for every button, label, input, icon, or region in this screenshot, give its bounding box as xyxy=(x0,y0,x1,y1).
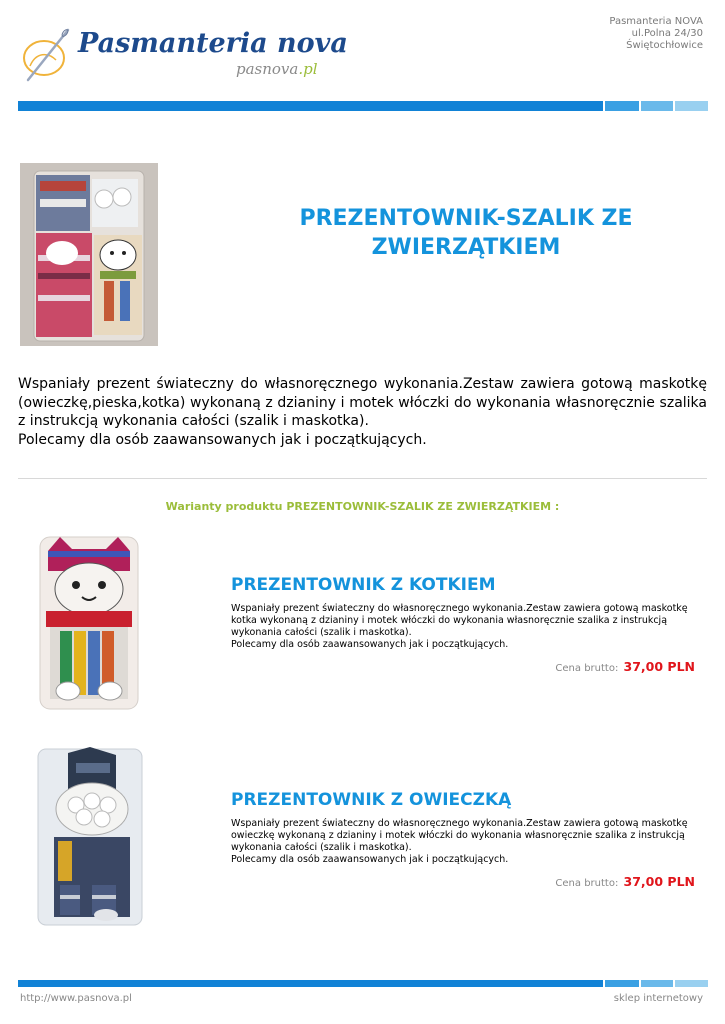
footer-note: sklep internetowy xyxy=(613,993,703,1004)
price-value: 37,00 PLN xyxy=(623,659,695,674)
logo-title: Pasmanteria nova xyxy=(78,28,348,59)
price-value: 37,00 PLN xyxy=(623,874,695,889)
footer-bar xyxy=(18,980,708,987)
variant-description xyxy=(231,603,707,651)
variant-description-recommendation: Polecamy dla osób zaawansowanych jak i początkujących. xyxy=(231,639,509,650)
product-description xyxy=(18,375,707,449)
variant-image-kotek xyxy=(20,531,158,714)
price-label: Cena brutto: xyxy=(555,663,619,674)
footer-url-link[interactable]: http://www.pasnova.pl xyxy=(20,993,132,1004)
product-image xyxy=(20,163,158,346)
product-description-recommendation: Polecamy dla osób zaawansowanych jak i początkujących. xyxy=(18,431,427,448)
logo-sub-tld: .pl xyxy=(298,60,318,78)
company-city: Świętochłowice xyxy=(626,40,703,51)
variant-description-text: Wspaniały prezent świateczny do własnoręcznego wykonania.Zestaw zawiera gotową maskotkę owieczkę wykonaną z dzianiny i motek włóczki do wykonania własnoręcznie szalika z instrukcją wykonania całości (szalik i maskotka). xyxy=(231,818,688,853)
company-name: Pasmanteria NOVA xyxy=(609,16,703,27)
variant-description xyxy=(231,818,707,866)
variant-description-text: Wspaniały prezent świateczny do własnoręcznego wykonania.Zestaw zawiera gotową maskotkę kotka wykonaną z dzianiny i motek włóczki do wykonania własnoręcznie szalika z instrukcją wykonania całości (szalik i maskotka). xyxy=(231,603,688,638)
variant-price xyxy=(555,874,695,889)
variants-heading: Warianty produktu PREZENTOWNIK-SZALIK ZE ZWIERZĄTKIEM : xyxy=(165,500,560,513)
product-title: PREZENTOWNIK-SZALIK ZE ZWIERZĄTKIEM xyxy=(299,206,633,260)
price-label: Cena brutto: xyxy=(555,878,619,889)
variant-title: PREZENTOWNIK Z OWIECZKĄ xyxy=(231,790,512,810)
company-address xyxy=(609,16,703,52)
logo-subtitle xyxy=(236,60,318,78)
divider xyxy=(18,478,707,479)
logo-sub-main: pasnova xyxy=(236,60,299,78)
variant-description-recommendation: Polecamy dla osób zaawansowanych jak i początkujących. xyxy=(231,854,509,865)
needle-thread-icon xyxy=(20,22,78,88)
variant-title: PREZENTOWNIK Z KOTKIEM xyxy=(231,575,496,595)
header-bar xyxy=(18,101,708,111)
logo xyxy=(20,22,348,88)
variant-image-owieczka xyxy=(20,745,158,928)
product-description-text: Wspaniały prezent świateczny do własnoręcznego wykonania.Zestaw zawiera gotową maskotkę (owieczkę,pieska,kotka) wykonaną z dzianiny i motek włóczki do wykonania własnoręcznie szalika z instrukcją wykonania całości (szalik i maskotka). xyxy=(18,376,707,429)
variant-price xyxy=(555,659,695,674)
company-street: ul.Polna 24/30 xyxy=(631,28,703,39)
